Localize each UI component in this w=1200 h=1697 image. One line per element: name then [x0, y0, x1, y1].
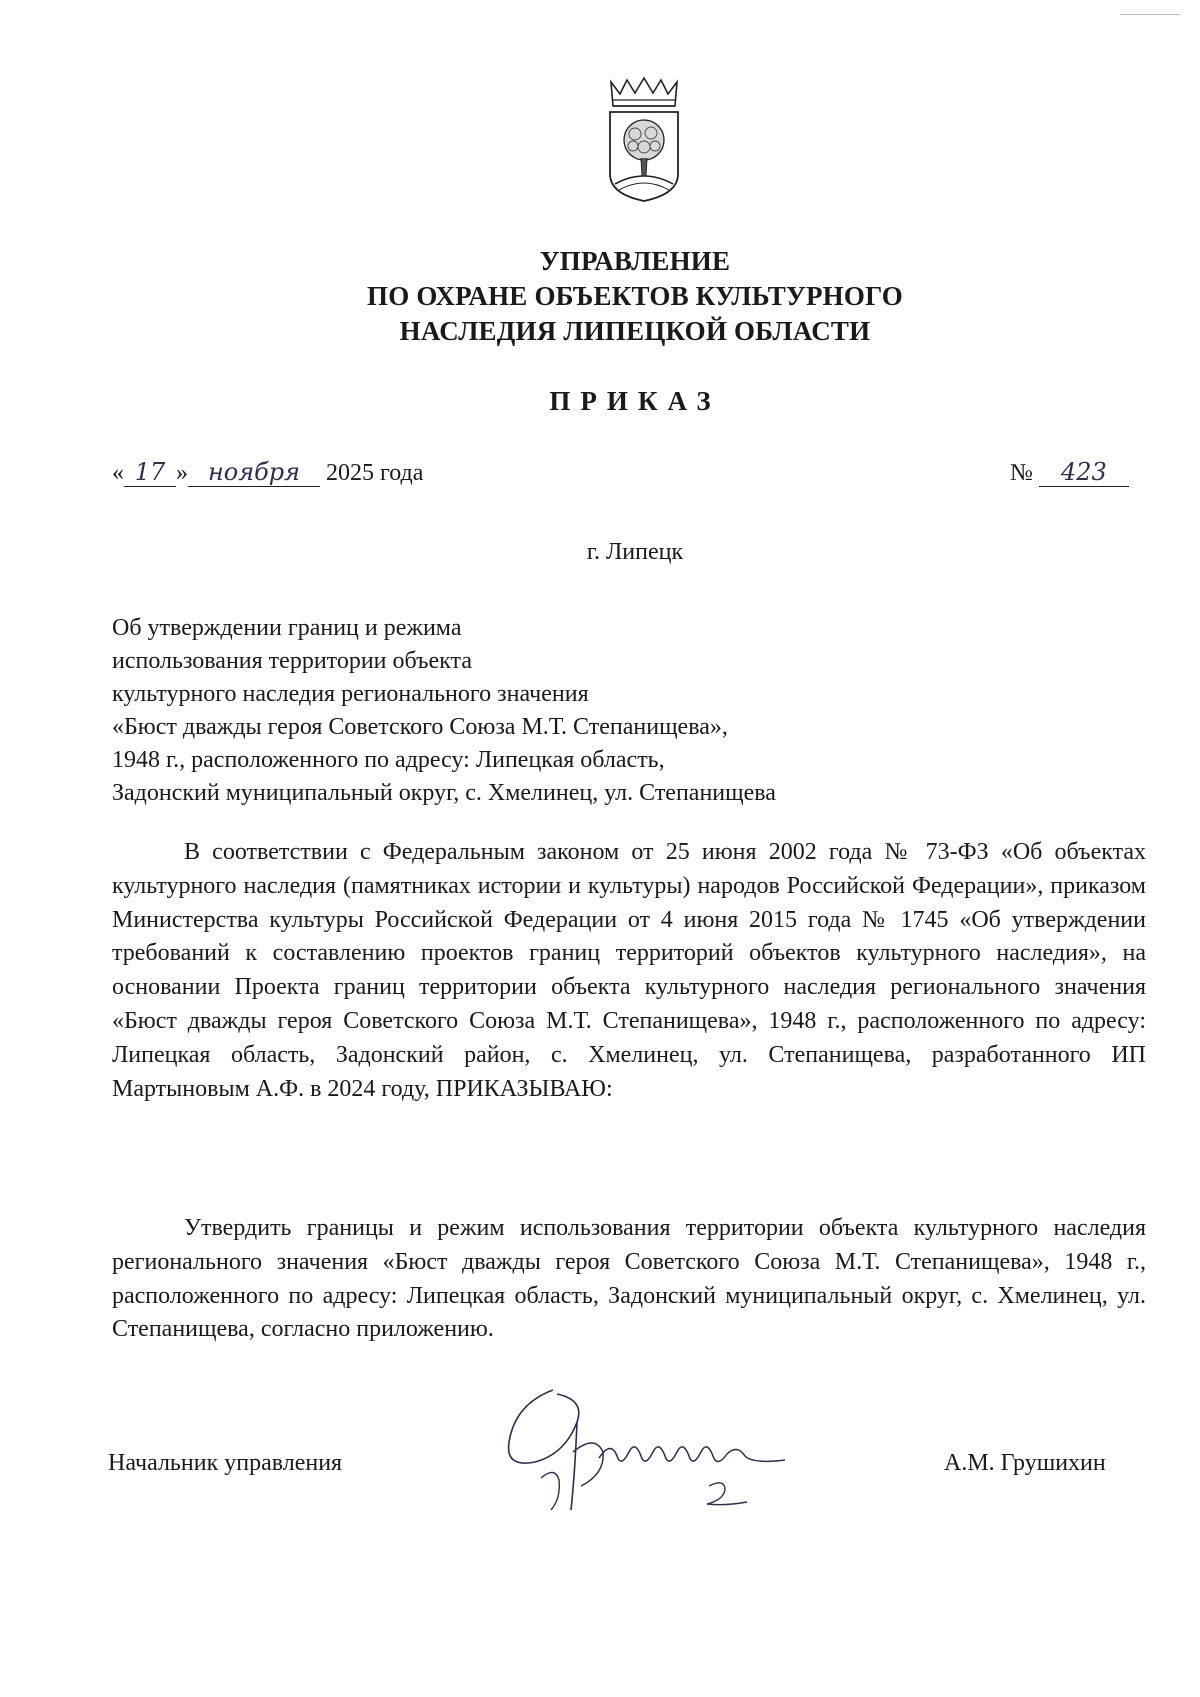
org-line: УПРАВЛЕНИЕ	[539, 246, 731, 276]
signatory-role: Начальник управления	[108, 1450, 343, 1476]
subject-line: Об утверждении границ и режима	[112, 615, 462, 641]
lipetsk-coat-of-arms-icon	[605, 76, 683, 204]
handwritten-number: 423	[1039, 458, 1129, 487]
scan-corner-mark	[1120, 14, 1180, 15]
org-line: НАСЛЕДИЯ ЛИПЕЦКОЙ ОБЛАСТИ	[399, 316, 871, 346]
order-subject	[112, 612, 776, 810]
subject-line: использования территории объекта	[112, 648, 472, 674]
subject-line: культурного наследия регионального значения	[112, 681, 589, 707]
organization-name	[0, 244, 1200, 349]
order-date	[112, 458, 423, 487]
body-paragraph-order: Утвердить границы и режим использования территории объекта культурного наследия регионального значения «Бюст дважды героя Советского Союза М.Т. Степанищева», 1948 г., расположенного по адресу: Липецкая область, Задонский муниципальный округ, с. Хмелинец, ул. Степанищева, согласно приложению.	[112, 1215, 1146, 1343]
number-label: №	[1010, 460, 1033, 486]
document-type-title: ПРИКАЗ	[549, 386, 721, 416]
handwritten-signature-icon	[495, 1382, 855, 1532]
order-number	[1010, 458, 1129, 487]
handwritten-month: ноября	[188, 458, 320, 487]
year-text: 2025 года	[326, 460, 424, 486]
city: г. Липецк	[586, 539, 684, 565]
org-line: ПО ОХРАНЕ ОБЪЕКТОВ КУЛЬТУРНОГО	[367, 281, 903, 311]
subject-line: 1948 г., расположенного по адресу: Липецкая область,	[112, 747, 665, 773]
subject-line: Задонский муниципальный округ, с. Хмелинец, ул. Степанищева	[112, 780, 776, 806]
subject-line: «Бюст дважды героя Советского Союза М.Т. Степанищева»,	[112, 714, 728, 740]
close-quote: »	[176, 460, 188, 486]
handwritten-day: 17	[124, 458, 176, 487]
open-quote: «	[112, 460, 124, 486]
body-paragraph-preamble: В соответствии с Федеральным законом от 25 июня 2002 года № 73-ФЗ «Об объектах культурного наследия (памятниках истории и культуры) народов Российской Федерации», приказом Министерства культуры Российской Федерации от 4 июня 2015 года № 1745 «Об утверждении требований к составлению проектов границ территорий объектов культурного наследия», на основании Проекта границ территории объекта культурного наследия регионального значения «Бюст дважды героя Советского Союза М.Т. Степанищева», 1948 г., расположенного по адресу: Липецкая область, Задонский район, с. Хмелинец, ул. Степанищева, разработанного ИП Мартыновым А.Ф. в 2024 году, ПРИКАЗЫВАЮ:	[112, 839, 1146, 1102]
signatory-name: А.М. Грушихин	[944, 1450, 1106, 1476]
